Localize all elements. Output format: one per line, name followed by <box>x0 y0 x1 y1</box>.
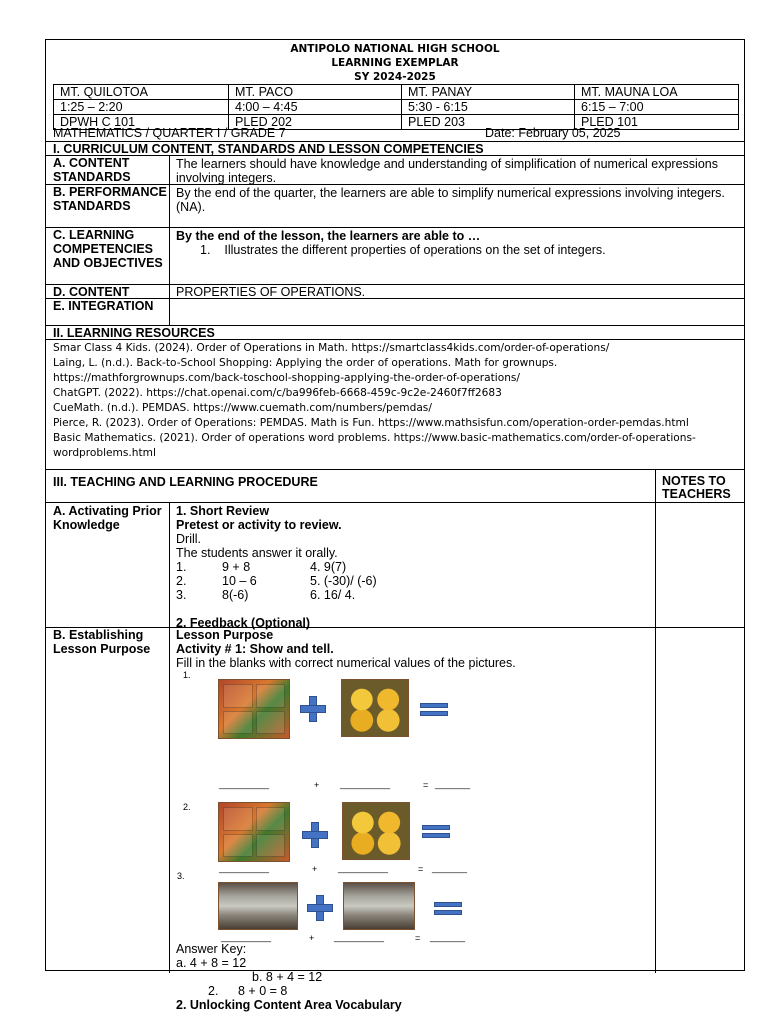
answer-a: a. 4 + 8 = 12 <box>176 956 247 970</box>
drill-row <box>176 574 646 588</box>
feedback-heading: 2. Feedback (Optional) <box>176 616 311 630</box>
schedule-table <box>53 84 739 130</box>
answer-blank: __________ <box>219 863 270 873</box>
references-list <box>46 339 744 467</box>
plus-sign-text: + <box>314 780 320 790</box>
notes-cell <box>655 503 744 628</box>
answer-blank: __________ <box>221 932 272 942</box>
competency-text: Illustrates the different properties of operations on the set of integers. <box>224 243 606 257</box>
reference-item: CueMath. (n.d.). PEMDAS. https://www.cuemath.com/numbers/pemdas/ <box>53 402 432 414</box>
section-3-header <box>46 469 744 503</box>
establishing-purpose-row <box>46 627 744 1012</box>
schedule-cell: PLED 101 <box>575 115 739 130</box>
schedule-cell: 6:15 – 7:00 <box>575 100 739 115</box>
plus-icon <box>300 696 326 722</box>
pack-grid <box>223 684 285 734</box>
schedule-cell: PLED 203 <box>402 115 575 130</box>
integration-row <box>46 298 744 326</box>
trays-image <box>218 882 298 930</box>
equals-sign-text: = <box>423 780 429 790</box>
notes-cell <box>655 628 744 973</box>
notes-to-teachers-header: NOTES TO TEACHERS <box>655 470 744 503</box>
answer-blank: _______ <box>432 863 468 873</box>
reference-item: Laing, L. (n.d.). Back-to-School Shopping: Applying the order of operations. Math for grownups. <box>53 357 558 369</box>
schedule-cell: 5:30 - 6:15 <box>402 100 575 115</box>
activating-prior-knowledge-row <box>46 502 744 628</box>
schedule-cell: 1:25 – 2:20 <box>54 100 229 115</box>
problem-number: 2. <box>183 802 191 812</box>
activating-content <box>176 504 646 630</box>
activating-label: A. Activating Prior Knowledge <box>53 504 162 532</box>
content-standards-label: A. CONTENT STANDARDS <box>46 156 170 185</box>
activating-label-cell <box>46 503 170 628</box>
answer-b: b. 8 + 4 = 12 <box>252 970 323 984</box>
school-name: ANTIPOLO NATIONAL HIGH SCHOOL <box>290 43 500 55</box>
pack-grid <box>223 807 285 857</box>
section-2-title: II. LEARNING RESOURCES <box>53 326 215 340</box>
performance-standards-text: By the end of the quarter, the learners are able to simplify numerical expressions involving integers. (NA). <box>176 186 725 214</box>
lesson-purpose-heading: Lesson Purpose <box>176 628 274 642</box>
content-row <box>46 284 744 299</box>
subject-line <box>53 126 739 140</box>
trays-image <box>343 882 415 930</box>
competencies-row <box>46 227 744 285</box>
time-row <box>54 100 739 115</box>
reference-item: Basic Mathematics. (2021). Order of operations word problems. https://www.basic-mathematics.com/order-of-operations-wordproblems.html <box>53 432 696 459</box>
schedule-cell: PLED 202 <box>229 115 402 130</box>
content-standards-text: The learners should have knowledge and understanding of simplification of numerical expressions involving integers. <box>176 157 718 185</box>
drill-expression: 6. 16/ 4. <box>310 588 356 602</box>
reference-item: ChatGPT. (2022). https://chat.openai.com/c/ba996feb-6668-459c-9c2e-2460f7ff2683 <box>53 387 502 399</box>
problem-number: 1. <box>183 670 191 680</box>
lesson-date: Date: February 05, 2025 <box>485 126 621 140</box>
mangoes-image <box>341 679 409 737</box>
drill-instruction: The students answer it orally. <box>176 546 338 560</box>
answer-blank: __________ <box>219 779 270 789</box>
document-title: LEARNING EXEMPLAR <box>331 57 459 69</box>
problem-number: 3. <box>177 871 185 881</box>
answer-blank: _______ <box>430 932 466 942</box>
plus-sign-text: + <box>312 864 318 874</box>
equals-sign-text: = <box>418 864 424 874</box>
equals-icon <box>422 825 450 839</box>
drill-expression: 10 – 6 <box>222 574 257 588</box>
competencies-label: C. LEARNING COMPETENCIES AND OBJECTIVES <box>46 228 170 285</box>
content-label: D. CONTENT <box>46 285 170 299</box>
section-1-title: I. CURRICULUM CONTENT, STANDARDS AND LESSON COMPETENCIES <box>53 142 484 156</box>
reference-item: Pierce, R. (2023). Order of Operations: PEMDAS. Math is Fun. https://www.mathsisfun.com/operation-order-pemdas.html <box>53 417 689 429</box>
plus-icon <box>302 822 328 848</box>
section-3-title: III. TEACHING AND LEARNING PROCEDURE <box>53 475 318 489</box>
drill-number: 1. <box>176 560 187 574</box>
schedule-cell: DPWH C 101 <box>54 115 229 130</box>
lesson-exemplar-page <box>45 39 745 1012</box>
drill-expression: 8(-6) <box>222 588 249 602</box>
answer-number: 2. <box>208 984 219 998</box>
noodle-packs-image <box>218 679 290 739</box>
answer-blank: __________ <box>338 863 389 873</box>
drill-expression: 9 + 8 <box>222 560 251 574</box>
drill-label: Drill. <box>176 532 201 546</box>
equals-icon <box>434 902 462 916</box>
integration-label: E. INTEGRATION <box>46 299 170 326</box>
reference-item: Smar Class 4 Kids. (2024). Order of Operations in Math. https://smartclass4kids.com/order-of-operations/ <box>53 342 610 354</box>
short-review-heading: 1. Short Review <box>176 504 270 518</box>
competencies-content <box>170 229 744 257</box>
drill-expression: 4. 9(7) <box>310 560 347 574</box>
schedule-cell: MT. MAUNA LOA <box>575 85 739 100</box>
content-standards-row <box>46 155 744 185</box>
answer-c: 8 + 0 = 8 <box>238 984 288 998</box>
plus-sign-text: + <box>309 933 315 943</box>
answer-blank: __________ <box>340 779 391 789</box>
school-year: SY 2024-2025 <box>354 71 436 83</box>
competency-item <box>176 243 738 257</box>
activity-heading: Activity # 1: Show and tell. <box>176 642 334 656</box>
content-text: PROPERTIES OF OPERATIONS. <box>176 285 366 299</box>
answer-key-label: Answer Key: <box>176 942 247 956</box>
performance-standards-row <box>46 184 744 228</box>
answer-blank: _______ <box>435 779 471 789</box>
noodle-packs-image <box>218 802 290 862</box>
competency-number: 1. <box>200 243 211 257</box>
competencies-intro: By the end of the lesson, the learners are able to … <box>176 229 481 243</box>
equals-sign-text: = <box>415 933 421 943</box>
schedule-cell: MT. PACO <box>229 85 402 100</box>
establishing-label: B. Establishing Lesson Purpose <box>53 628 151 656</box>
section-names-row <box>54 85 739 100</box>
subject-quarter-grade: MATHEMATICS / QUARTER I / GRADE 7 <box>53 126 286 140</box>
section-1-header <box>46 141 744 156</box>
schedule-cell: MT. QUILOTOA <box>54 85 229 100</box>
section-2-header <box>46 325 744 340</box>
mangoes-image <box>342 802 410 860</box>
answer-row <box>176 984 646 998</box>
drill-expression: 5. (-30)/ (-6) <box>310 574 377 588</box>
unlocking-vocabulary-heading: 2. Unlocking Content Area Vocabulary <box>176 998 402 1012</box>
drill-number: 3. <box>176 588 187 602</box>
pretest-subheading: Pretest or activity to review. <box>176 518 342 532</box>
reference-item: https://mathforgrownups.com/back-toschool-shopping-applying-the-order-of-operations/ <box>53 372 521 384</box>
performance-standards-label: B. PERFORMANCE STANDARDS <box>46 185 170 228</box>
answer-key <box>176 942 646 1012</box>
activity-instruction: Fill in the blanks with correct numerical values of the pictures. <box>176 656 516 670</box>
establishing-label-cell <box>46 628 170 973</box>
schedule-cell: 4:00 – 4:45 <box>229 100 402 115</box>
drill-row <box>176 560 646 574</box>
plus-icon <box>307 895 333 921</box>
schedule-cell: MT. PANAY <box>402 85 575 100</box>
drill-number: 2. <box>176 574 187 588</box>
establishing-content <box>176 628 646 670</box>
answer-blank: __________ <box>334 932 385 942</box>
equals-icon <box>420 703 448 717</box>
drill-row <box>176 588 646 602</box>
